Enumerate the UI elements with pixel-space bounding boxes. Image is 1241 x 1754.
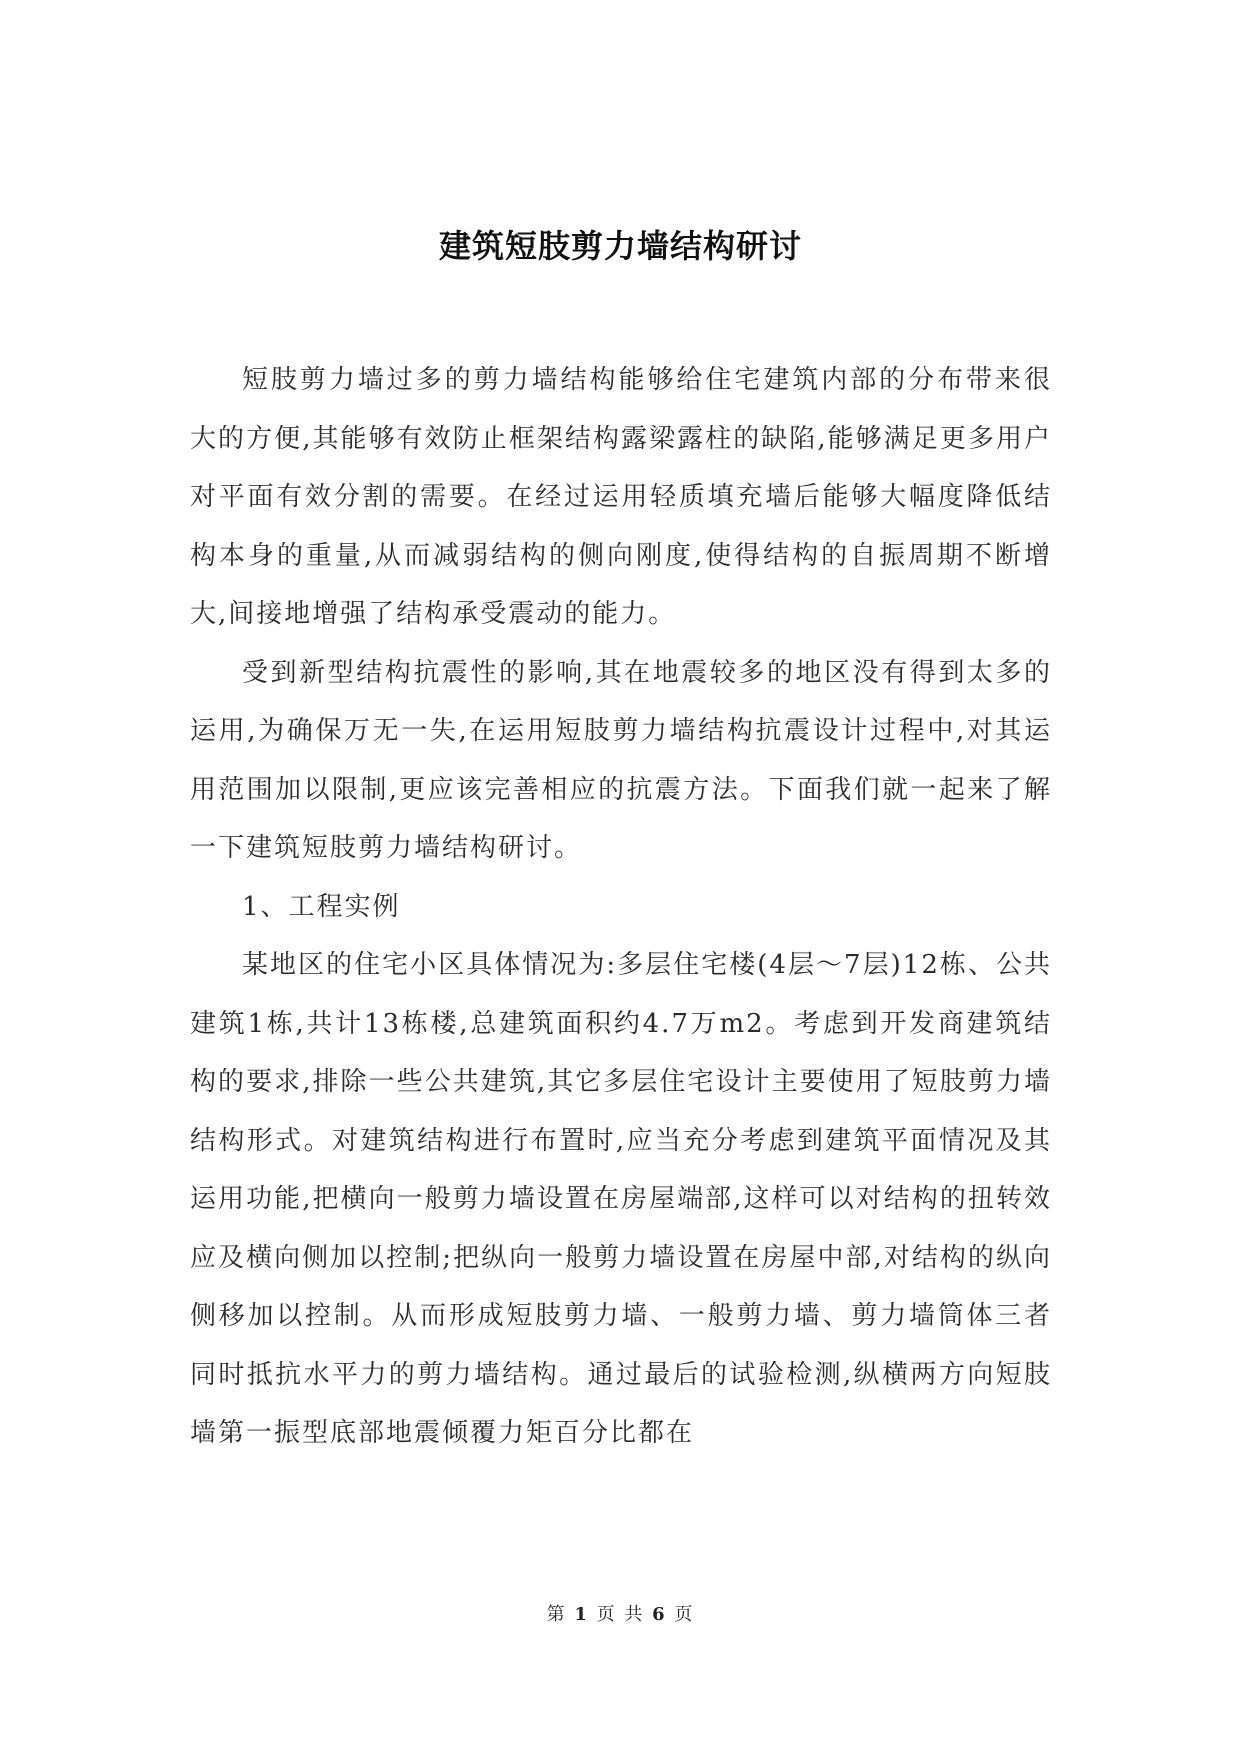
footer-suffix: 页 xyxy=(674,1604,695,1625)
paragraph-project-example: 某地区的住宅小区具体情况为:多层住宅楼(4层～7层)12栋、公共建筑1栋,共计13栋楼,总建筑面积约4.7万m2。考虑到开发商建筑结构的要求,排除一些公共建筑,其它多层住宅设计主要使用了短肢剪力墙结构形式。对建筑结构进行布置时,应当充分考虑到建筑平面情况及其运用功能,把横向一般剪力墙设置在房屋端部,这样可以对结构的扭转效应及横向侧加以控制;把纵向一般剪力墙设置在房屋中部,对结构的纵向侧移加以控制。从而形成短肢剪力墙、一般剪力墙、剪力墙筒体三者同时抵抗水平力的剪力墙结构。通过最后的试验检测,纵横两方向短肢墙第一振型底部地震倾覆力矩百分比都在 xyxy=(190,950,1052,1448)
section-heading: 1、工程实例 xyxy=(242,891,401,922)
paragraph-intro: 短肢剪力墙过多的剪力墙结构能够给住宅建筑内部的分布带来很大的方便,其能够有效防止框架结构露梁露柱的缺陷,能够满足更多用户对平面有效分割的需要。在经过运用轻质填充墙后能够大幅度降低结构本身的重量,从而减弱结构的侧向刚度,使得结构的自振周期不断增大,间接地增强了结构承受震动的能力。 xyxy=(190,365,1052,629)
document-body xyxy=(190,351,1052,1463)
page-title: 建筑短肢剪力墙结构研讨 xyxy=(438,227,802,265)
footer-prefix: 第 xyxy=(546,1604,567,1625)
footer-current-page: 1 xyxy=(574,1604,589,1625)
page-footer xyxy=(0,1600,1241,1626)
footer-middle: 页 共 xyxy=(596,1604,645,1625)
footer-total-pages: 6 xyxy=(652,1604,667,1625)
paragraph-context: 受到新型结构抗震性的影响,其在地震较多的地区没有得到太多的运用,为确保万无一失,在运用短肢剪力墙结构抗震设计过程中,对其运用范围加以限制,更应该完善相应的抗震方法。下面我们就一起来了解一下建筑短肢剪力墙结构研讨。 xyxy=(190,657,1052,863)
